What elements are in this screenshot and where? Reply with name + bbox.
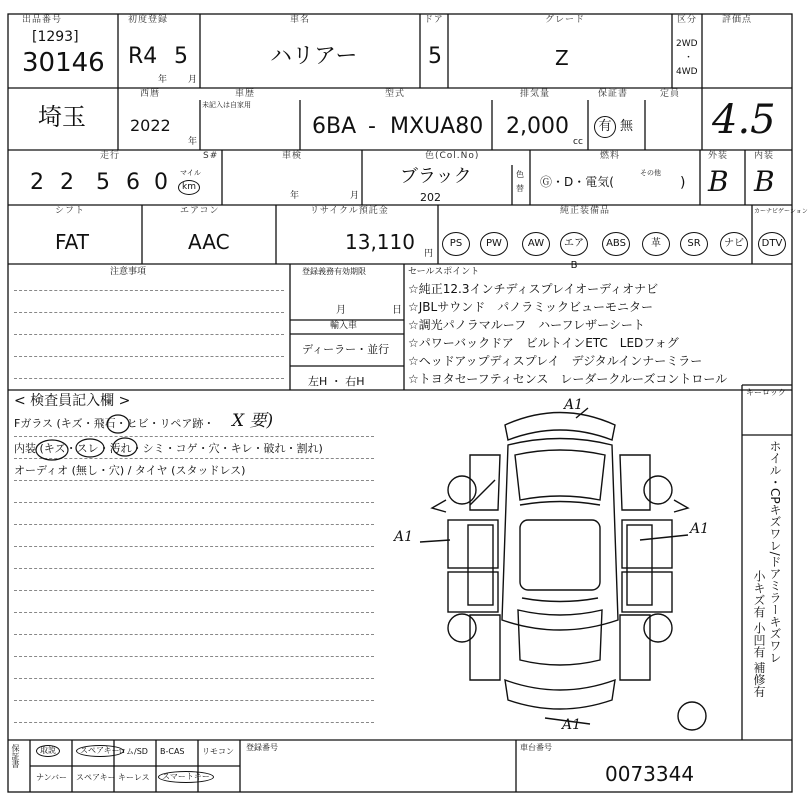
color: ブラック	[400, 166, 472, 187]
exterior-label: 外装	[708, 151, 729, 161]
capacity-label: 定員	[660, 89, 681, 99]
inspector-title: < 検査員記入欄 >	[14, 393, 131, 409]
interior-line: 内装 (キズ・スレ・汚れ・シミ・コゲ・穴・キレ・破れ・割れ)	[14, 442, 323, 455]
shift-label: シフト	[55, 206, 86, 216]
acc-spare-key: スペアキー	[76, 773, 116, 782]
interior-label: 内装	[754, 151, 775, 161]
reg-month-char: 月	[336, 305, 346, 316]
glass-line: Fガラス (キズ・飛石・ヒビ・リペア跡・	[14, 417, 215, 430]
fuel-options: Ⓖ・D・電気(	[540, 175, 614, 189]
inspection-label: 車検	[282, 151, 303, 161]
region: 埼玉	[38, 103, 86, 131]
color-change: 色替	[516, 170, 524, 193]
color-label: 色(Col.No)	[425, 151, 480, 161]
frame-no-label: 車台番号	[520, 743, 552, 752]
equip-pw: PW	[480, 232, 508, 256]
model-name: ハリアー	[270, 44, 358, 69]
doors-label: ドア	[424, 15, 444, 25]
mileage-digit-5: 0	[154, 170, 168, 195]
drive-label: 区分	[677, 15, 698, 25]
color-no: 202	[420, 191, 441, 204]
model-code-prefix: 6BA	[312, 114, 357, 139]
import-label: 輸入車	[330, 321, 358, 331]
reg-month: 5	[174, 44, 188, 69]
damage-mark-left: A1	[394, 529, 414, 545]
type-label: 型式	[385, 89, 406, 99]
acc-bcas: B-CAS	[160, 747, 185, 756]
acc-rom: ロム/SD	[118, 747, 148, 756]
insp-month-char: 月	[350, 191, 360, 201]
drive-dot: ・	[684, 53, 694, 63]
year-western: 2022	[130, 116, 171, 135]
acc-manual: 取説	[36, 745, 60, 757]
fuel-label: 燃料	[600, 151, 621, 161]
doors: 5	[428, 44, 442, 69]
unit-km: km	[178, 180, 200, 195]
year-char-2: 年	[188, 137, 198, 147]
year-label: 西暦	[140, 89, 161, 99]
interior-grade: B	[754, 165, 775, 198]
acc-remote: リモコン	[202, 747, 234, 756]
month-char: 月	[188, 75, 198, 85]
model-code: MXUA80	[390, 114, 484, 139]
side-note-1: ホイル・CPキズワレ/ドアミラーキズワレ	[768, 440, 782, 664]
displacement-label: 排気量	[520, 89, 551, 99]
glass-mark: X 要)	[232, 411, 274, 431]
lot-number: 30146	[22, 48, 105, 78]
exterior-grade: B	[708, 165, 729, 198]
equip-abs: ABS	[602, 232, 630, 256]
nav-header: カーナビゲーション	[754, 208, 808, 215]
registration-label: 登録義務有効期限	[302, 267, 366, 276]
acc-plate: ナンバー	[36, 773, 68, 782]
damage-mark-rear: A1	[562, 717, 582, 733]
damage-mark-right: A1	[690, 521, 710, 537]
shift: FAT	[55, 230, 90, 254]
grade-label: グレード	[545, 15, 586, 25]
dealer-parallel: ディーラー・並行	[302, 343, 390, 356]
era-year: R4	[128, 44, 158, 69]
mileage-digit-3: 5	[96, 170, 110, 195]
acc-smart-key: スマートキー	[158, 771, 214, 783]
reg-day-char: 日	[392, 305, 402, 316]
sales-point-1: ☆純正12.3インチディスプレイオーディオナビ	[408, 282, 659, 296]
mileage-digit-4: 6	[126, 170, 140, 195]
sequence-label: S#	[203, 151, 219, 161]
yen: 円	[424, 249, 434, 259]
sales-point-4: ☆パワーバックドア ビルトインETC LEDフォグ	[408, 336, 679, 350]
sales-point-6: ☆トヨタセーフティセンス レーダークルーズコントロール	[408, 372, 728, 386]
acc-spare-key-top: スペアキー	[76, 745, 124, 757]
equip-aw: AW	[522, 232, 550, 256]
warranty-label: 保証書	[598, 89, 629, 99]
equip-dtv: DTV	[758, 232, 786, 256]
fuel-other: その他	[640, 169, 661, 177]
equip-leather: 革	[642, 232, 670, 256]
sales-points-label: セールスポイント	[408, 267, 480, 277]
drive-2wd: 2WD	[676, 39, 698, 49]
first-reg-label: 初度登録	[128, 15, 169, 25]
chassis-label: 車歴	[235, 89, 256, 99]
side-note-2: 小キズ有 小凹有 補修有	[752, 570, 766, 698]
equip-ps: PS	[442, 232, 470, 256]
warranty-yes: 有	[594, 116, 616, 138]
reg-no-label: 登録番号	[246, 743, 278, 752]
ac-label: エアコン	[180, 206, 220, 216]
damage-mark-front: A1	[564, 397, 584, 413]
year-char: 年	[158, 75, 168, 85]
lot-no-label: 出品番号	[22, 15, 63, 25]
mileage-digit-2: 2	[60, 170, 74, 195]
key-lock-label: キーロック	[746, 388, 786, 397]
insp-year-char: 年	[290, 191, 300, 201]
displacement: 2,000	[506, 114, 569, 139]
chassis-note: 未記入は自家用	[202, 101, 251, 109]
equipment-label: 純正装備品	[560, 206, 611, 216]
handle-side: 左H ・ 右H	[308, 375, 365, 388]
mileage-label: 走行	[100, 151, 121, 161]
model-code-dash: -	[368, 114, 376, 139]
recycle-fee: 13,110	[345, 230, 415, 254]
sales-point-5: ☆ヘッドアップディスプレイ デジタルインナーミラー	[408, 354, 703, 368]
model-label: 車名	[290, 15, 311, 25]
warranty-no: 無	[620, 119, 634, 134]
sales-point-2: ☆JBLサウンド パノラミックビューモニター	[408, 300, 653, 314]
caution-label: 注意事項	[110, 267, 147, 277]
equip-airbag: エアB	[560, 232, 588, 256]
accessories-label: 保証書	[11, 744, 20, 768]
score-label: 評価点	[722, 15, 753, 25]
mileage-digit-1: 2	[30, 170, 44, 195]
equip-navi: ナビ	[720, 232, 748, 256]
audio-tire-line: オーディオ (無し・穴) / タイヤ (スタッドレス)	[14, 464, 246, 477]
sales-point-3: ☆調光パノラマルーフ ハーフレザーシート	[408, 318, 645, 332]
fuel-close: )	[680, 175, 686, 191]
recycle-label: リサイクル預託金	[310, 206, 389, 216]
frame-no: 0073344	[605, 762, 695, 786]
ac: AAC	[188, 230, 230, 254]
grade: Z	[555, 46, 569, 70]
drive-4wd: 4WD	[676, 67, 698, 77]
cc-unit: cc	[573, 137, 583, 147]
equip-sunroof: SR	[680, 232, 708, 256]
score: 4.5	[712, 97, 776, 143]
acc-keyless: キーレス	[118, 773, 150, 782]
unit-mile: マイル	[180, 169, 201, 177]
lot-code: [1293]	[32, 29, 79, 45]
